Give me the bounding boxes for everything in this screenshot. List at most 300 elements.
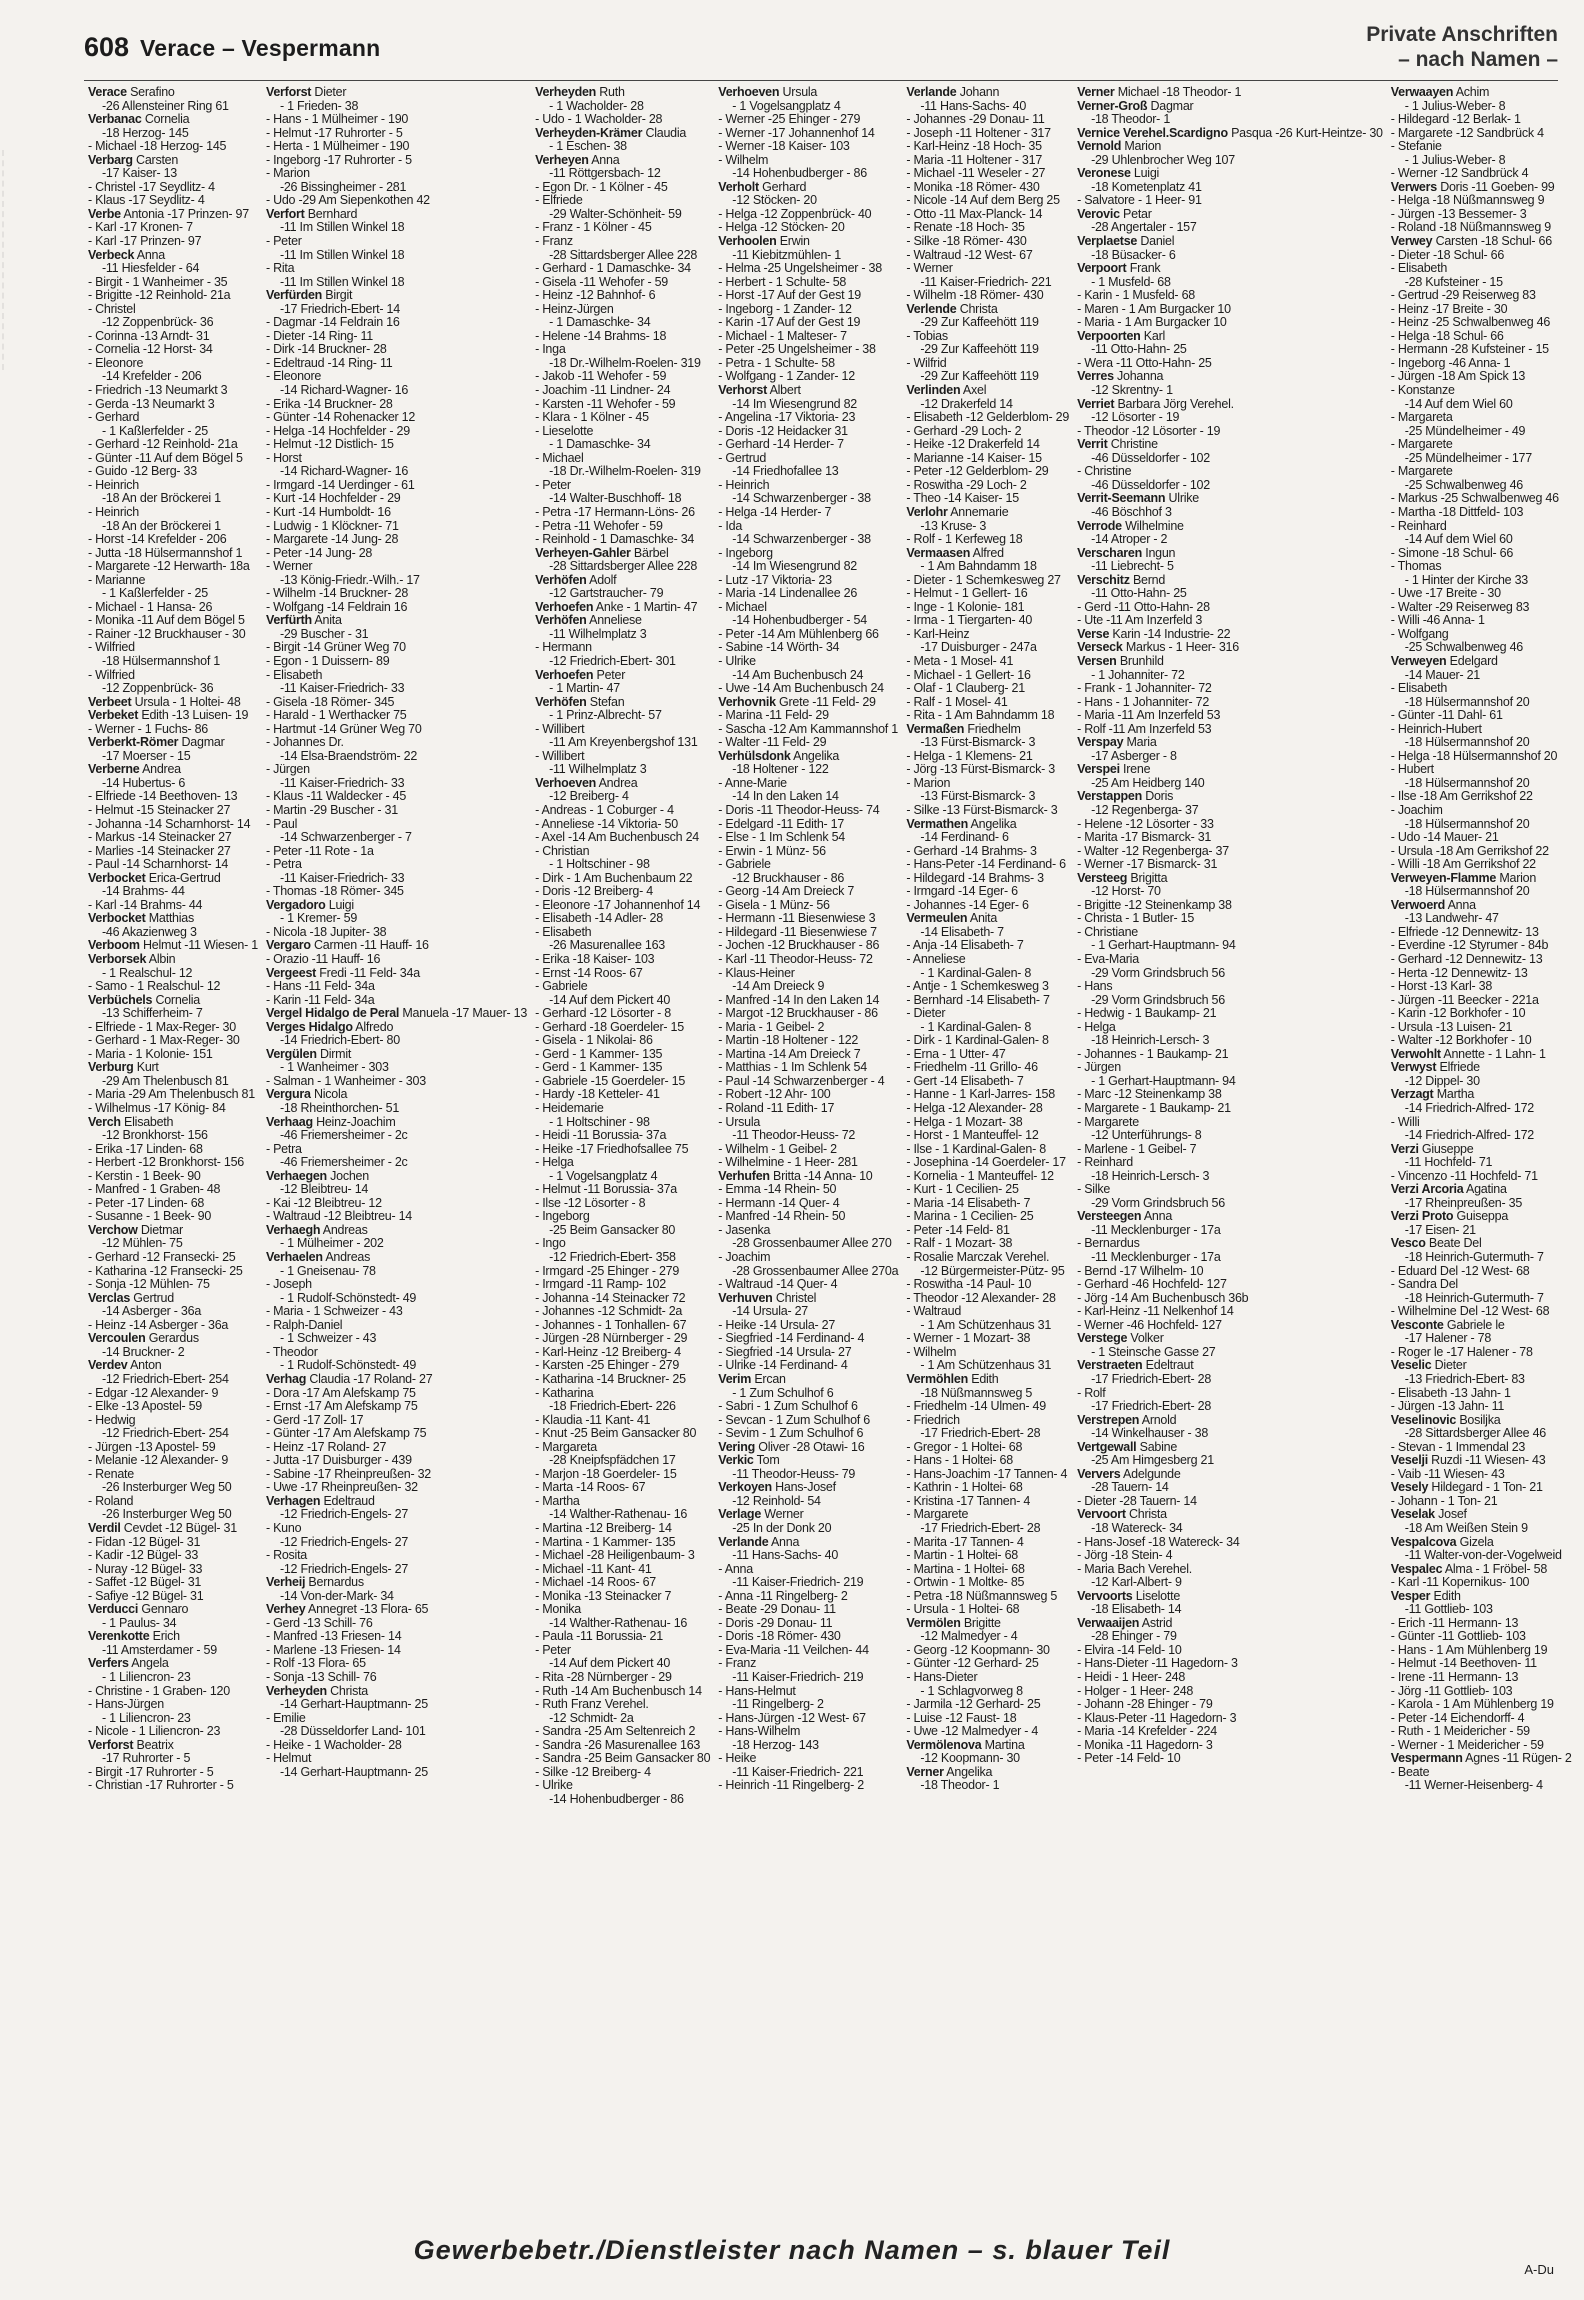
given-name: - Hanne - 1 Karl-Jarres- 158 [906,1087,1055,1102]
listing-entry [1391,1766,1572,1780]
given-name: - Margot -12 Bruckhauser - 86 [718,1006,878,1021]
address-line: -46 Düsseldorfer - 102 [1091,450,1210,465]
given-name: Claudia [645,125,687,140]
address-line: -13 Landwehr- 47 [1404,911,1499,926]
given-name: - Thomas [1390,559,1442,574]
listing-entry [906,167,1069,181]
address-line: - 1 Steinsche Gasse 27 [1091,1344,1216,1359]
given-name: - Rolf [1077,1385,1106,1400]
listing-entry [906,858,1069,872]
address-line: -11 Röttgersbach- 12 [549,166,661,181]
given-name: - Christiane [1077,924,1138,939]
given-name: - Nicole -14 Auf dem Berg 25 [906,193,1060,208]
given-name: - Gerhard - 1 Max-Reger- 30 [88,1033,240,1048]
listing-entry [718,86,898,100]
given-name: - Waltraud [906,1304,962,1319]
given-name: Bernardus [308,1575,364,1590]
listing-entry [88,438,258,452]
given-name: - Kristina -17 Tannen- 4 [906,1493,1031,1508]
surname: Vertgewall [1077,1439,1137,1454]
listing-entry [906,411,1069,425]
given-name: - Hans-Wilhelm [718,1724,801,1739]
given-name: - Hans - 1 Holtei- 68 [906,1453,1013,1468]
given-name: Ruth [599,85,625,99]
listing-entry [1077,465,1383,479]
listing-entry [718,1346,898,1360]
surname: Verboom [88,938,140,953]
listing-entry [88,1400,258,1414]
given-name: - Kerstin - 1 Beek- 90 [88,1168,201,1183]
given-name: - Gerd - 1 Kammer- 135 [535,1060,663,1075]
address-line: - 1 Kardinal-Galen- 8 [920,965,1032,980]
listing-entry [1077,1102,1383,1116]
listing-entry [266,614,527,628]
listing-entry [1077,1508,1383,1522]
surname: Verwaaijen [1077,1615,1140,1630]
listing-entry [266,343,527,357]
given-name: - Margarete - 1 Baukamp- 21 [1077,1101,1231,1116]
listing-entry [906,1617,1069,1631]
given-name: - Roland [88,1493,134,1508]
given-name: - Margarete [1390,464,1453,479]
address-line: -46 Akazienweg 3 [102,924,197,939]
listing-entry [266,1441,527,1455]
given-name: - Petra -17 Hermann-Löns- 26 [535,504,695,519]
given-name: Oliver -28 Otawi- 16 [758,1439,865,1454]
listing-entry [266,438,527,452]
listing-entry [718,1359,898,1373]
address-line: -25 Mündelheimer - 177 [1404,450,1532,465]
listing-entry [88,1766,258,1780]
given-name: Albin [148,952,176,966]
given-name: - Peter [535,477,571,492]
given-name: - Manfred -14 In den Laken 14 [718,992,880,1007]
address-line: - 1 Kaßlerfelder - 25 [102,586,208,601]
listing-entry [906,1644,1069,1658]
given-name: - Salman - 1 Wanheimer - 303 [265,1073,426,1088]
given-name: - Heinz -17 Roland- 27 [265,1439,387,1454]
listing-entry [88,465,258,479]
given-name: - Hans [1077,979,1113,994]
listing-entry [718,885,898,899]
given-name: Josef [1438,1507,1467,1522]
given-name: - Wilhelm -14 Bruckner- 28 [265,586,409,601]
listing-entry [906,723,1069,737]
given-name: Brigitte [963,1615,1001,1630]
address-line: -28 Ehinger - 79 [1091,1629,1177,1644]
listing-entry [88,669,258,683]
listing-entry [718,1102,898,1116]
given-name: - Werner -46 Hochfeld- 127 [1077,1317,1222,1332]
address-line: -11 Kiebitzmühlen- 1 [732,247,842,262]
address-line: -11 Mecklenburger - 17a [1091,1222,1221,1237]
surname: Vervoorts [1077,1588,1133,1603]
address-line: -14 Friedrich-Alfred- 172 [1404,1101,1534,1116]
footer-note: Gewerbebetr./Dienstleister nach Namen – s. blauer Teil [413,2235,1171,2265]
listing-entry [1077,641,1383,655]
given-name: - Hartmut -14 Grüner Weg 70 [265,721,422,736]
listing-entry [535,86,710,100]
listing-entry [906,1373,1069,1387]
given-name: - Silke -13 Fürst-Bismarck- 3 [906,802,1058,817]
given-name: - Peter [265,234,302,249]
surname: Vesper [1390,1588,1431,1603]
listing-entry [535,1414,710,1428]
given-name: - Peter -25 Ungelsheimer - 38 [718,342,876,357]
address-line: -13 Friedrich-Ebert- 83 [1404,1371,1525,1386]
listing-entry [718,1427,898,1441]
given-name: Tom [756,1453,780,1468]
address-line: -25 Schwalbenweg 46 [1404,640,1523,655]
address-line: -28 Sittardsberger Allee 228 [549,247,698,262]
listing-entry [906,1563,1069,1577]
address-line: -17 Friedrich-Ebert- 28 [1091,1371,1212,1386]
address-line: -14 Ursula- 27 [732,1304,808,1319]
given-name: - Willi -18 Am Gerrikshof 22 [1390,857,1536,872]
listing-entry [906,1441,1069,1455]
given-name: - Hans-Joachim -17 Tannen- 4 [906,1466,1068,1481]
address-line: -28 Düsseldorfer Land- 101 [279,1724,426,1739]
given-name: - Maria Bach Verehel. [1077,1561,1193,1576]
given-name: - Jutta -18 Hülsermannshof 1 [88,545,243,560]
listing-entry [266,140,527,154]
address-line: -18 Kometenplatz 41 [1091,179,1202,194]
surname: Versen [1077,653,1117,668]
given-name: - Simone -18 Schul- 66 [1390,545,1514,560]
given-name: - Cornelia -12 Horst- 34 [88,342,213,357]
listing-entry [1077,1292,1383,1306]
given-name: - Hubert [1390,762,1434,777]
address-line: -28 Tauern- 14 [1091,1480,1169,1495]
listing-entry [1391,438,1572,452]
given-name: - Petra [265,857,302,872]
listing-entry [1077,1116,1383,1130]
given-name: Dagmar [1150,98,1194,113]
given-name: Bernd [1132,572,1166,587]
listing-entry [1391,1359,1572,1373]
given-name: - Karl -14 Brahms- 44 [88,897,203,912]
given-name: - Eleonore [88,355,144,370]
listing-entry [718,1590,898,1604]
given-name: - Irma - 1 Tiergarten- 40 [906,613,1033,628]
address-line: -11 Walter-von-der-Vogelweid [1404,1548,1562,1563]
listing-entry [535,953,710,967]
surname: Verheyden-Krämer [535,125,643,140]
given-name: - Knut -25 Beim Gansacker 80 [535,1426,697,1441]
given-name: - Lutz -17 Viktoria- 23 [718,572,832,587]
listing-entry [266,560,527,574]
surname: Verheyen-Gahler [535,545,631,560]
listing-entry [718,452,898,466]
address-line: - 1 Gneisenau- 78 [279,1263,376,1278]
listing-entry [718,1441,898,1455]
address-line: -14 Richard-Wagner- 16 [279,464,409,479]
given-name: Markus - 1 Heer- 316 [1125,640,1239,655]
listing-entry [88,560,258,574]
listing-entry [535,154,710,168]
listing-entry [1077,1332,1383,1346]
given-name: Edith -13 Luisen- 19 [141,708,249,723]
listing-entry [535,1495,710,1509]
given-name: - Johannes - 1 Tonhallen- 67 [535,1317,687,1332]
listing-entry [718,1685,898,1699]
address-line: -17 Friedrich-Ebert- 14 [279,301,400,316]
given-name: - Günter -11 Dahl- 61 [1390,708,1503,723]
address-line: - 1 Damaschke- 34 [549,315,651,330]
given-name: - Lieselotte [535,423,594,438]
given-name: Angelika [793,748,840,763]
listing-entry [535,1088,710,1102]
listing-entry [906,1454,1069,1468]
listing-entry [1077,953,1383,967]
listing-entry [88,1657,258,1671]
listing-entry [88,818,258,832]
given-name: - Ulrike -14 Ferdinand- 4 [718,1358,848,1373]
listing-entry [1391,804,1572,818]
given-name: - Martina - 1 Kammer- 135 [535,1534,676,1549]
given-name: - Gerd -13 Schill- 76 [265,1615,373,1630]
listing-entry [1391,1671,1572,1685]
given-name: - Franz [535,234,573,249]
listing-entry [1391,1048,1572,1062]
address-line: -12 Zoppenbrück- 36 [102,681,214,696]
listing-entry [535,425,710,439]
listing-entry [535,1766,710,1780]
address-line: -14 Schwarzenberger - 7 [279,830,412,845]
surname: Verzi Proto [1390,1209,1454,1224]
given-name: - Reinhard [1390,518,1447,533]
listing-entry [1077,723,1383,737]
given-name: Antonia -17 Prinzen- 97 [123,206,249,221]
surname: Verrit [1077,437,1108,452]
given-name: - Elvira -14 Feld- 10 [1077,1642,1182,1657]
given-name: Daniel [1140,234,1175,249]
address-line: -26 Bissingheimer - 281 [279,179,407,194]
given-name: - Margarete -12 Herwarth- 18a [88,559,250,574]
listing-entry [266,1549,527,1563]
listing-entry [906,1007,1069,1021]
listing-entry [535,303,710,317]
listing-entry [718,235,898,249]
listing-entry [718,303,898,317]
listing-entry [718,1197,898,1211]
given-name: Edith [1433,1588,1461,1603]
address-line: - 1 Rudolf-Schönstedt- 49 [279,1358,417,1373]
listing-entry [535,980,710,994]
given-name: - Jürgen -13 Bessemer- 3 [1390,206,1527,221]
surname: Vering [718,1439,756,1454]
listing-entry [1077,912,1383,926]
listing-entry [266,1075,527,1089]
given-name: - Matthias - 1 Im Schlenk 54 [718,1060,867,1075]
given-name: - Johann -28 Ehinger - 79 [1077,1697,1213,1712]
listing-entry [906,384,1069,398]
listing-entry [1077,492,1383,506]
surname: Veselak [1390,1507,1435,1522]
given-name: - Maria -14 Krefelder - 224 [1077,1724,1217,1739]
given-name: - Michael -11 Weseler - 27 [906,166,1046,181]
address-line: -18 Hülsermannshof 20 [1404,775,1530,790]
given-name: - Helmut [265,1751,312,1766]
listing-entry [535,181,710,195]
given-name: - Dagmar -14 Feldrain 16 [265,315,400,330]
surname: Verweyen [1390,653,1447,668]
listing-entry [266,1712,527,1726]
surname: Verhülsdonk [718,748,791,763]
given-name: - Hermann -14 Quer- 4 [718,1195,840,1210]
given-name: - Margarete -14 Jung- 28 [265,532,399,547]
surname: Vermöhlen [906,1371,968,1386]
surname: Verges Hidalgo [265,1019,353,1034]
given-name: - Karl -17 Kronen- 7 [88,220,193,235]
address-line: -17 Friedrich-Ebert- 28 [920,1426,1041,1441]
address-line: -11 Kaiser-Friedrich- 33 [279,870,405,885]
given-name: - Paul -14 Schwarzenberger - 4 [718,1073,885,1088]
given-name: - Werner [906,261,953,276]
listing-entry [718,181,898,195]
surname: Verpoort [1077,261,1127,276]
listing-entry [1077,520,1383,534]
listing-entry [1391,1725,1572,1739]
given-name: - Paul -14 Scharnhorst- 14 [88,857,229,872]
given-name: - Kornelia - 1 Manteuffel- 12 [906,1168,1054,1183]
address-line: -11 Wilhelmplatz 3 [549,762,647,777]
address-line: -11 Im Stillen Winkel 18 [279,220,405,235]
listing-entry [535,1237,710,1251]
listing-entry [535,1034,710,1048]
given-name: - Uwe -17 Breite - 30 [1390,586,1501,601]
address-line: -14 Winkelhauser - 38 [1091,1426,1209,1441]
listing-entry [535,1373,710,1387]
given-name: - Helma -25 Ungelsheimer - 38 [718,261,882,276]
surname: Verlande [906,85,957,99]
given-name: - Stefanie [1390,139,1442,154]
given-name: - Karsten -25 Ehinger - 279 [535,1358,680,1373]
surname: Verlohr [906,504,948,519]
given-name: - Jörg -14 Am Buchenbusch 36b [1077,1290,1249,1305]
surname: Vernice Verehel.Scardigno [1077,125,1228,140]
listing-entry [266,1143,527,1157]
surname: Verborsek [88,952,147,966]
listing-entry [266,709,527,723]
listing-entry [535,696,710,710]
listing-entry [1077,1617,1383,1631]
given-name: Stefan [589,694,625,709]
given-name: Anita [314,613,342,628]
listing-entry [535,1590,710,1604]
surname: Veselinovic [1390,1412,1457,1427]
listing-entry [266,316,527,330]
given-name: - Martina -14 Am Dreieck 7 [718,1046,861,1061]
listing-entry [718,343,898,357]
given-name: - Susanne - 1 Beek- 90 [88,1209,212,1224]
listing-entry [1391,1468,1572,1482]
address-line: -11 Am Kreyenbergshof 131 [549,735,698,750]
listing-entry [718,926,898,940]
given-name: - Günter -17 Am Alefskamp 75 [265,1426,427,1441]
given-name: - Gertrud -29 Reiserweg 83 [1390,288,1536,303]
address-line: -17 Rheinpreußen- 35 [1404,1195,1523,1210]
given-name: - Gerhard -18 Goerdeler- 15 [535,1019,684,1034]
listing-entry [1077,1441,1383,1455]
given-name: - Elisabeth -14 Adler- 28 [535,911,663,926]
listing-entry [266,1495,527,1509]
surname: Vernold [1077,139,1122,154]
given-name: - Doris -29 Donau- 11 [718,1615,833,1630]
given-name: - Fidan -12 Bügel- 31 [88,1534,201,1549]
given-name: - Irmgard -25 Ehinger - 279 [535,1263,680,1278]
given-name: - Günter -11 Gottlieb- 103 [1390,1629,1526,1644]
given-name: - Heinz -12 Bahnhof- 6 [535,288,656,303]
surname: Verhoefen [535,599,594,614]
listing-entry [718,1319,898,1333]
listing-entry [88,194,258,208]
given-name: - Holger - 1 Heer- 248 [1077,1683,1194,1698]
given-name: - Maria - 1 Geibel- 2 [718,1019,825,1034]
listing-entry [1391,1305,1572,1319]
listing-entry [906,194,1069,208]
surname: Vesely [1390,1480,1429,1495]
given-name: Cornelia [155,992,200,1007]
listing-entry [535,1685,710,1699]
given-name: - Helene -14 Brahms- 18 [535,328,667,343]
listing-entry [1391,1183,1572,1197]
given-name: - Ulrike [535,1778,573,1793]
given-name: - Johann - 1 Ton- 21 [1390,1493,1498,1508]
address-line: -14 Richard-Wagner- 16 [279,383,409,398]
given-name: - Sascha -12 Am Kammannshof 1 [718,721,898,736]
listing-entry [1077,1657,1383,1671]
surname: Verstrepen [1077,1412,1140,1427]
given-name: - Roland -18 Nüßmannsweg 9 [1390,220,1551,235]
listing-entry [718,1183,898,1197]
listing-entry [266,1197,527,1211]
address-line: -14 Auf dem Pickert 40 [549,1656,671,1671]
surname: Verhagen [265,1493,321,1508]
listing-entry [1391,1441,1572,1455]
listing-entry [535,1007,710,1021]
given-name: Beatrix [136,1737,174,1752]
listing-entry [266,113,527,127]
listing-entry [718,384,898,398]
given-name: - Gerd - 1 Kammer- 135 [535,1046,663,1061]
given-name: Werner [764,1507,804,1522]
given-name: - Wilfried [88,667,135,682]
listing-entry [906,1766,1069,1780]
given-name: - Gregor - 1 Holtei- 68 [906,1439,1023,1454]
given-name: Bosiljka [1459,1412,1501,1427]
address-line: - 1 Liliencron- 23 [102,1669,191,1684]
given-name: - Ingeborg [718,545,773,560]
listing-entry [266,330,527,344]
given-name: Hildegard - 1 Ton- 21 [1431,1480,1543,1495]
surname: Verzi Arcoria [1390,1182,1464,1197]
listing-entry [718,113,898,127]
given-name: - Dieter -14 Ring- 11 [265,328,373,343]
given-name: - Friedhelm -14 Ulmen- 49 [906,1399,1046,1414]
listing-entry [1391,587,1572,601]
listing-entry [1077,872,1383,886]
listing-entry [88,1603,258,1617]
listing-entry [88,601,258,615]
listing-entry [1077,86,1383,100]
given-name: - Johannes Dr. [265,735,344,750]
given-name: - Johannes - 1 Baukamp- 21 [1077,1046,1229,1061]
given-name: - Ursula -18 Am Gerrikshof 22 [1390,843,1549,858]
listing-entry [1077,100,1383,114]
given-name: Astrid [1141,1615,1173,1630]
listing-entry [1391,614,1572,628]
